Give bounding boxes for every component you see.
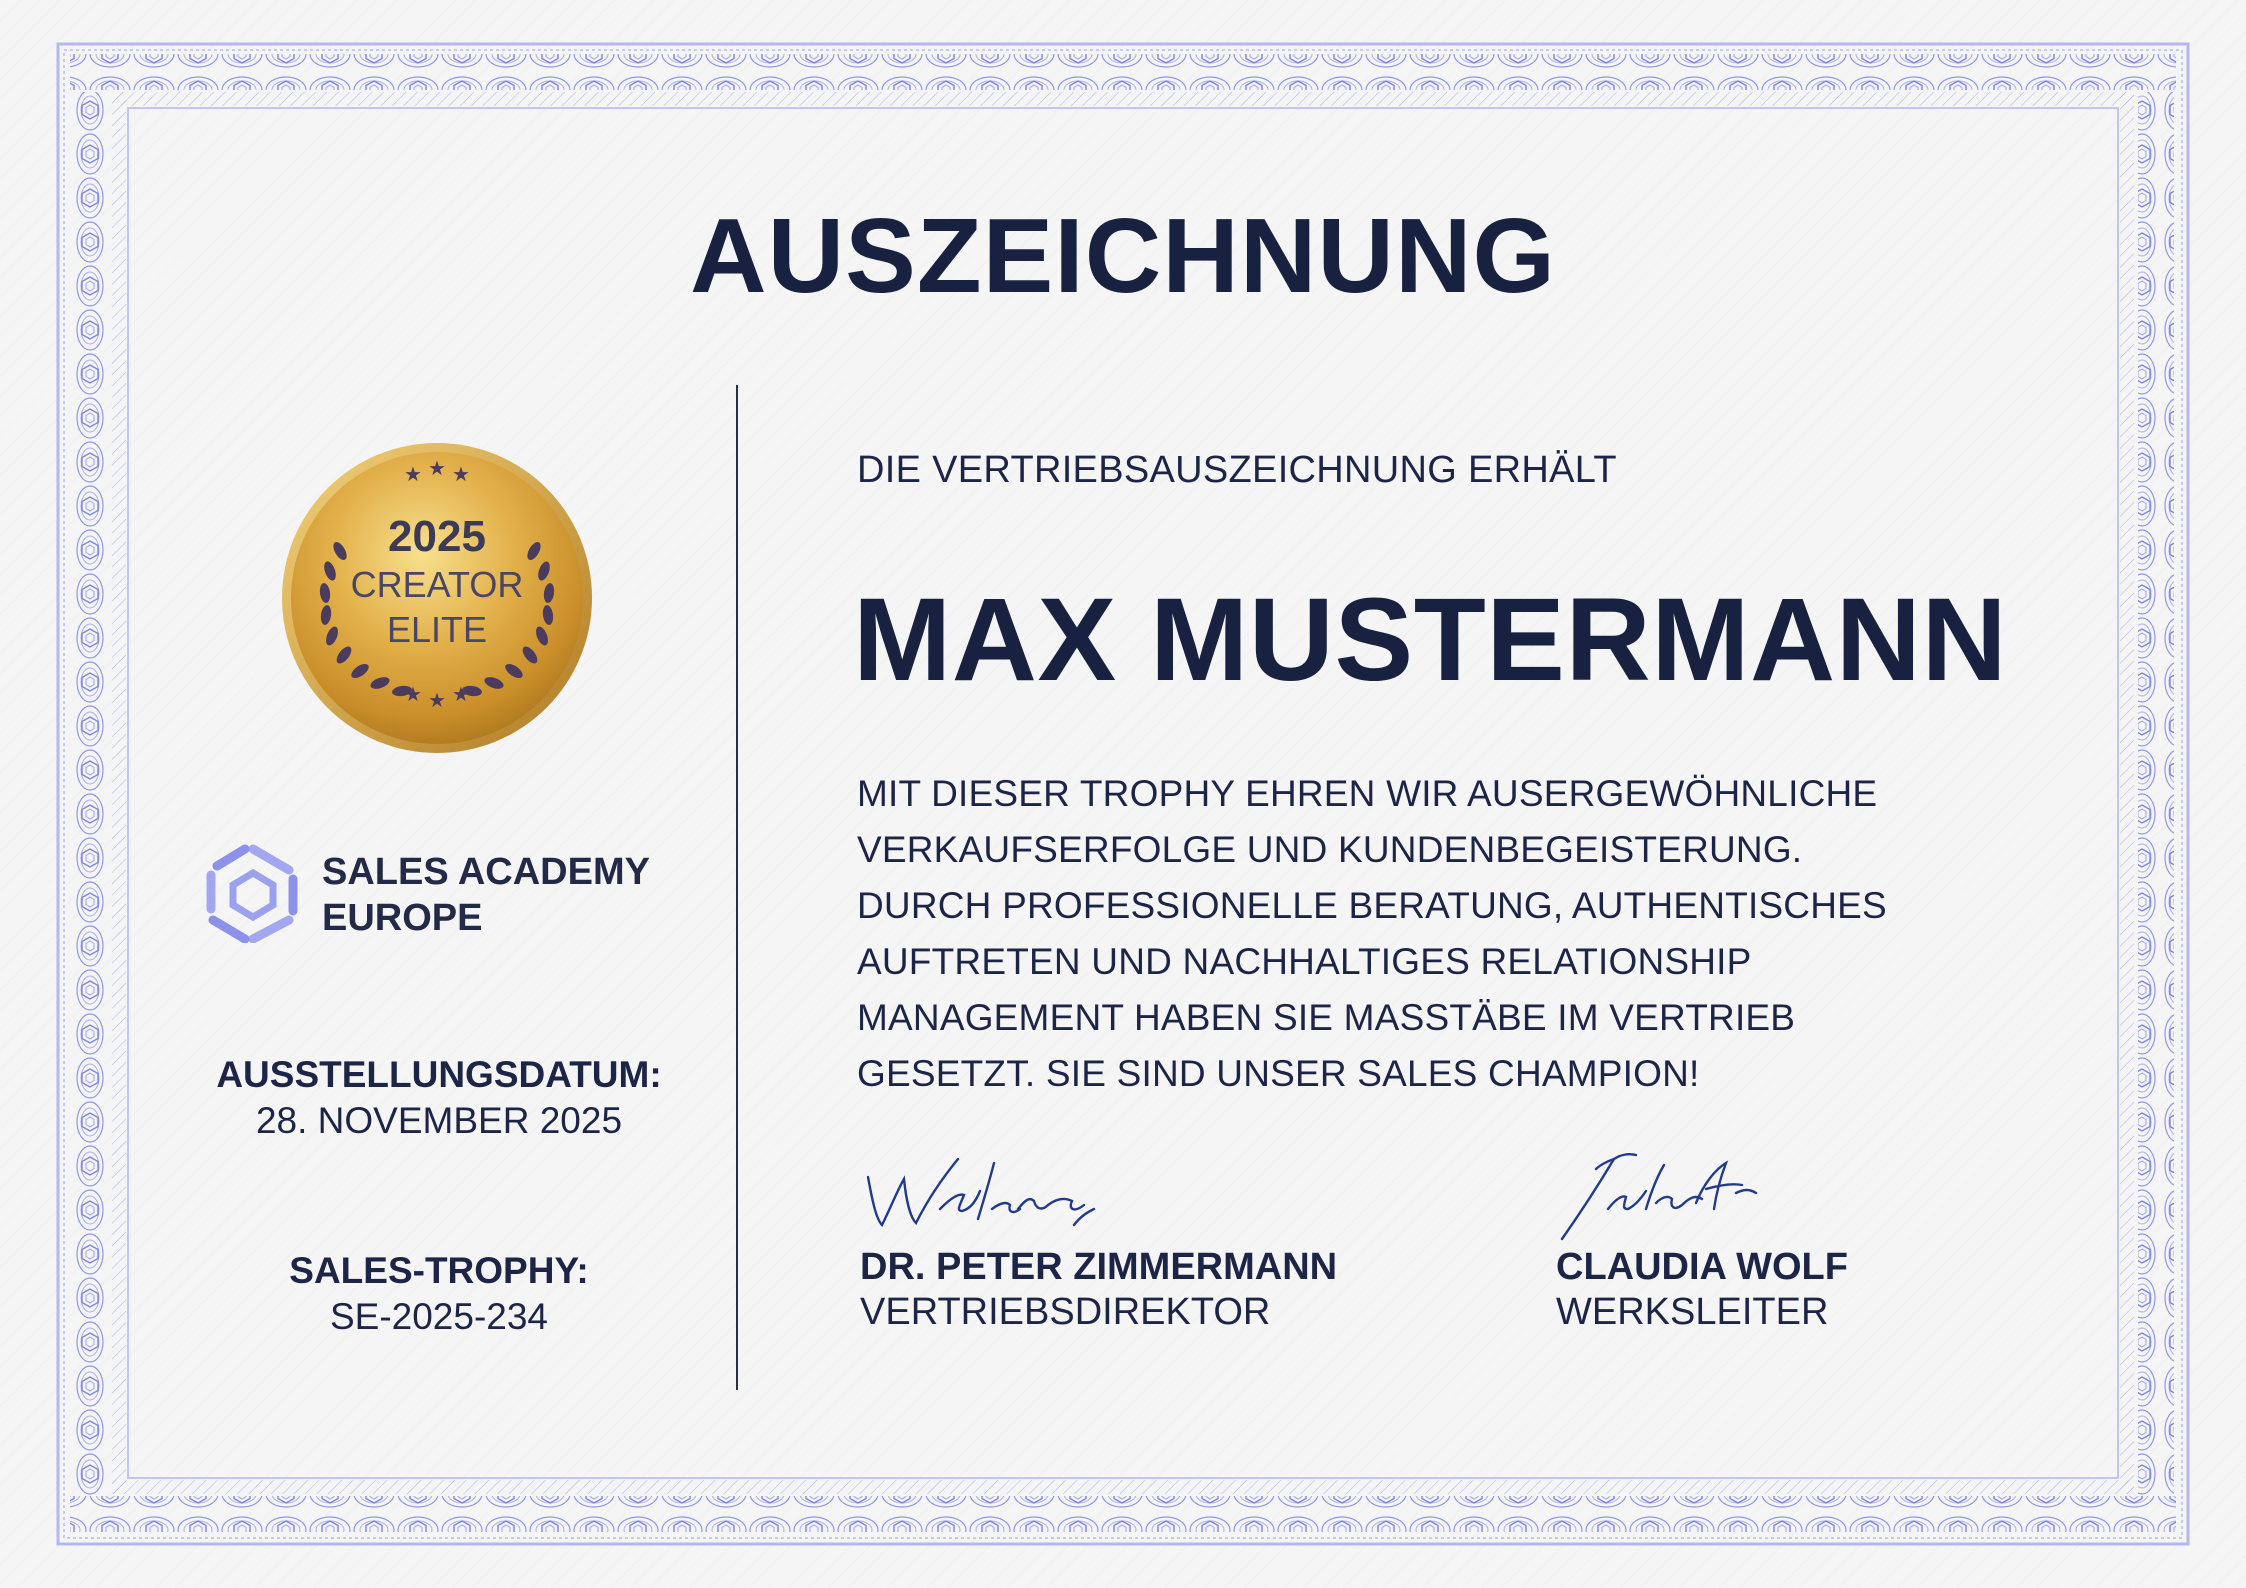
- award-intro: DIE VERTRIEBSAUSZEICHNUNG ERHÄLT: [857, 449, 1617, 491]
- trophy-value: SE-2025-234: [329, 1296, 549, 1337]
- trophy-label: SALES-TROPHY:: [289, 1250, 589, 1291]
- svg-text:★: ★: [428, 688, 446, 712]
- svg-text:★: ★: [452, 462, 470, 486]
- award-description: [857, 766, 1997, 1102]
- signature-block-director: [860, 1139, 1338, 1333]
- handwritten-signature: [1556, 1139, 1816, 1249]
- signer-role: WERKSLEITER: [1556, 1291, 1829, 1333]
- description-line: VERKAUFSERFOLGE UND KUNDENBEGEISTERUNG.: [857, 829, 1803, 870]
- signature-block-plant-manager: [1556, 1139, 1848, 1333]
- description-line: MIT DIESER TROPHY EHREN WIR AUSERGEWÖHNLICHE: [857, 773, 1878, 814]
- vertical-divider: [736, 385, 738, 1390]
- issue-date-block: [150, 1052, 728, 1144]
- signer-role: VERTRIEBSDIREKTOR: [860, 1291, 1271, 1333]
- issue-date-value: 28. NOVEMBER 2025: [255, 1100, 623, 1141]
- award-badge: [280, 441, 594, 755]
- recipient-name: MAX MUSTERMANN: [853, 574, 2008, 706]
- description-line: MANAGEMENT HABEN SIE MASSTÄBE IM VERTRIEB: [857, 997, 1796, 1038]
- svg-text:★: ★: [404, 682, 422, 706]
- issue-date-label: AUSSTELLUNGSDATUM:: [216, 1054, 662, 1095]
- svg-text:★: ★: [452, 682, 470, 706]
- trophy-id-block: [150, 1248, 728, 1340]
- signer-name: DR. PETER ZIMMERMANN: [860, 1246, 1338, 1288]
- description-line: GESETZT. SIE SIND UNSER SALES CHAMPION!: [857, 1053, 1700, 1094]
- svg-text:★: ★: [404, 462, 422, 486]
- badge-year: 2025: [388, 512, 486, 561]
- badge-line1: CREATOR: [350, 564, 524, 605]
- description-line: AUFTRETEN UND NACHHALTIGES RELATIONSHIP: [857, 941, 1752, 982]
- hexagon-logo-icon: [205, 843, 301, 943]
- organization-name: SALES ACADEMY EUROPE: [322, 851, 650, 939]
- signer-name: CLAUDIA WOLF: [1556, 1246, 1848, 1288]
- description-line: DURCH PROFESSIONELLE BERATUNG, AUTHENTISCHES: [857, 885, 1887, 926]
- handwritten-signature: [860, 1139, 1120, 1249]
- badge-line2: ELITE: [386, 609, 488, 650]
- svg-text:★: ★: [428, 456, 446, 480]
- organization-logo-block: [205, 843, 685, 943]
- certificate-title: AUSZEICHNUNG: [690, 197, 1556, 315]
- gold-medal-icon: [280, 441, 594, 755]
